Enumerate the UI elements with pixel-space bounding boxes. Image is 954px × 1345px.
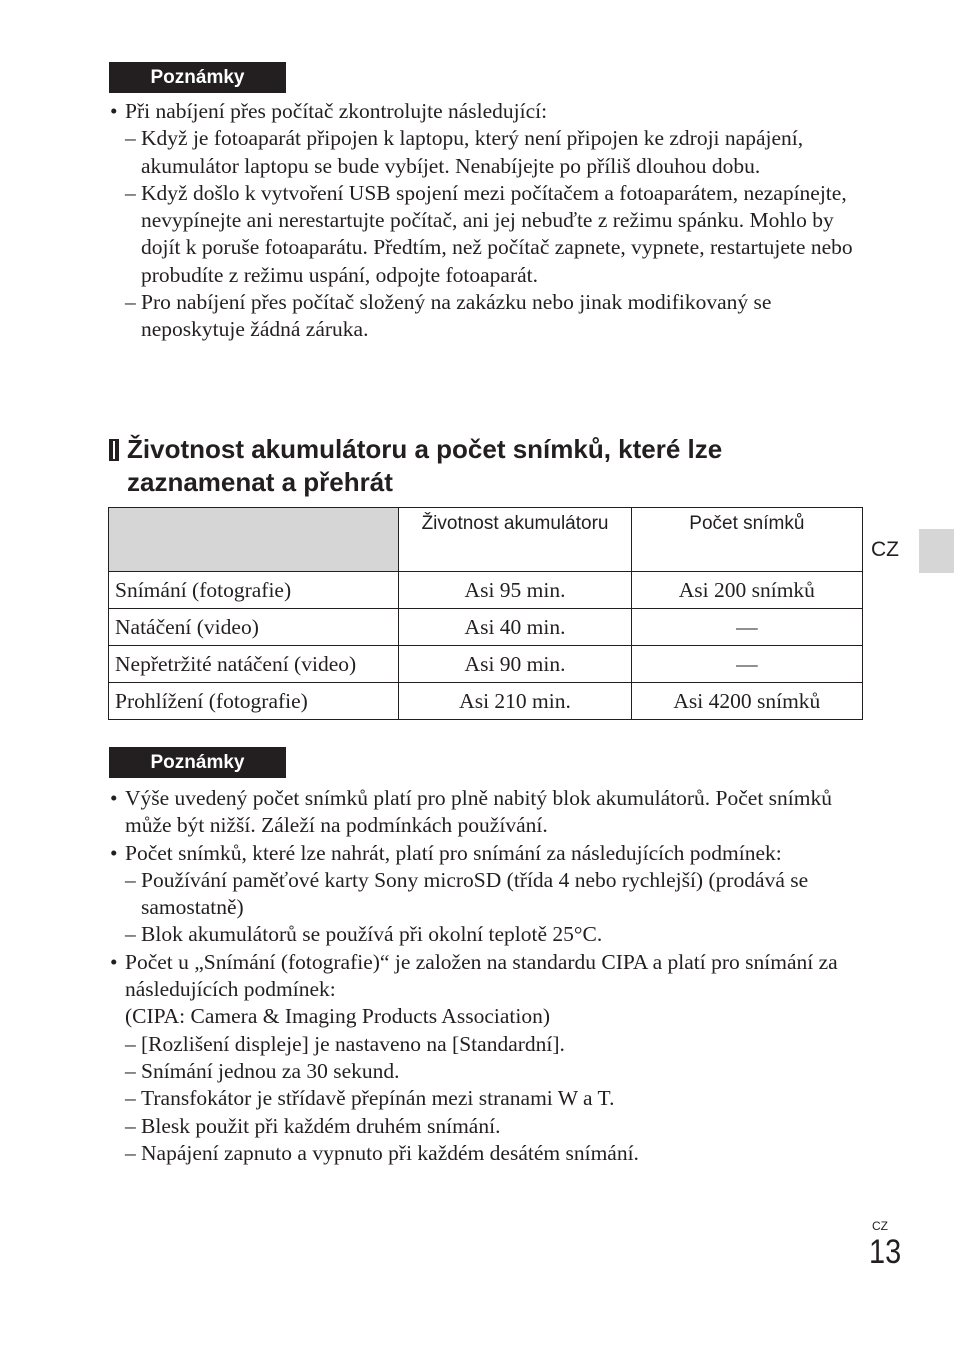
notes-label: Poznámky [109,62,286,93]
table-header-row [109,508,863,572]
notes-list [108,785,868,1167]
note-dash: – Používání paměťové karty Sony microSD (třída 4 nebo rychlejší) (prodává se samostatně) [125,867,809,920]
table-row [109,646,863,683]
table-cell: Nepřetržité natáčení (video) [109,646,399,683]
table-row [109,609,863,646]
table-cell: Asi 90 min. [399,646,631,683]
notes-label: Poznámky [109,747,286,778]
table-cell: — [631,646,862,683]
table-header-cell: Životnost akumulátoru [399,508,631,572]
note-bullet: • Výše uvedený počet snímků platí pro plně nabitý blok akumulátorů. Počet snímků může být nižší. Záleží na podmínkách používání. [110,786,832,838]
battery-table [108,507,863,720]
note-text: (CIPA: Camera & Imaging Products Association) [125,1004,550,1029]
table-cell: Natáčení (video) [109,609,399,646]
table-cell: Asi 4200 snímků [631,683,862,720]
note-dash: – Když došlo k vytvoření USB spojení mezi počítačem a fotoaparátem, nezapínejte, nevypínejte ani nerestartujte počítač, ani jej nebuďte z režimu spánku. Mohlo by dojít k poruše fotoaparátu. Předtím, než počítač zapnete, vypnete, restartujete nebo probudíte z režimu uspání, odpojte fotoaparát. [125,180,853,287]
table-cell: Snímání (fotografie) [109,572,399,609]
note-dash: – Pro nabíjení přes počítač složený na zakázku nebo jinak modifikovaný se neposkytuje žádná záruka. [125,290,772,342]
note-bullet: • Počet u „Snímání (fotografie)“ je založen na standardu CIPA a platí pro snímání za následujících podmínek: [110,949,838,1002]
page-number: 13 [869,1233,902,1271]
table-cell: Asi 200 snímků [631,572,862,609]
table-cell: — [631,609,862,646]
footer-language-label: CZ [872,1219,888,1233]
note-dash: – Transfokátor je střídavě přepínán mezi stranami W a T. [125,1086,615,1111]
side-tab-marker [919,529,954,573]
note-dash: – Když je fotoaparát připojen k laptopu, který není připojen ke zdroji napájení, akumulátor laptopu se bude vybíjet. Nenabíjejte po příliš dlouhou dobu. [125,126,804,178]
table-row [109,572,863,609]
note-dash: – Blesk použit při každém druhém snímání. [125,1113,501,1138]
heading-marker-icon [109,439,119,461]
note-bullet: • Při nabíjení přes počítač zkontrolujte následující: [110,99,548,123]
table-header-cell: Počet snímků [631,508,862,572]
table-row [109,683,863,720]
note-dash: – Napájení zapnuto a vypnuto při každém desátém snímání. [125,1140,639,1165]
note-dash: – Blok akumulátorů se používá při okolní teplotě 25°C. [125,922,603,947]
side-language-label: CZ [871,538,899,561]
table-cell: Asi 95 min. [399,572,631,609]
section-heading: Životnost akumulátoru a počet snímků, které lze zaznamenat a přehrát [109,433,869,499]
note-bullet: • Počet snímků, které lze nahrát, platí pro snímání za následujících podmínek: [110,840,782,865]
table-cell: Asi 40 min. [399,609,631,646]
table-header-cell [109,508,399,572]
notes-list [108,98,868,344]
table-cell: Prohlížení (fotografie) [109,683,399,720]
note-dash: – Snímání jednou za 30 sekund. [125,1058,400,1083]
table-cell: Asi 210 min. [399,683,631,720]
note-dash: – [Rozlišení displeje] je nastaveno na [Standardní]. [125,1031,565,1056]
